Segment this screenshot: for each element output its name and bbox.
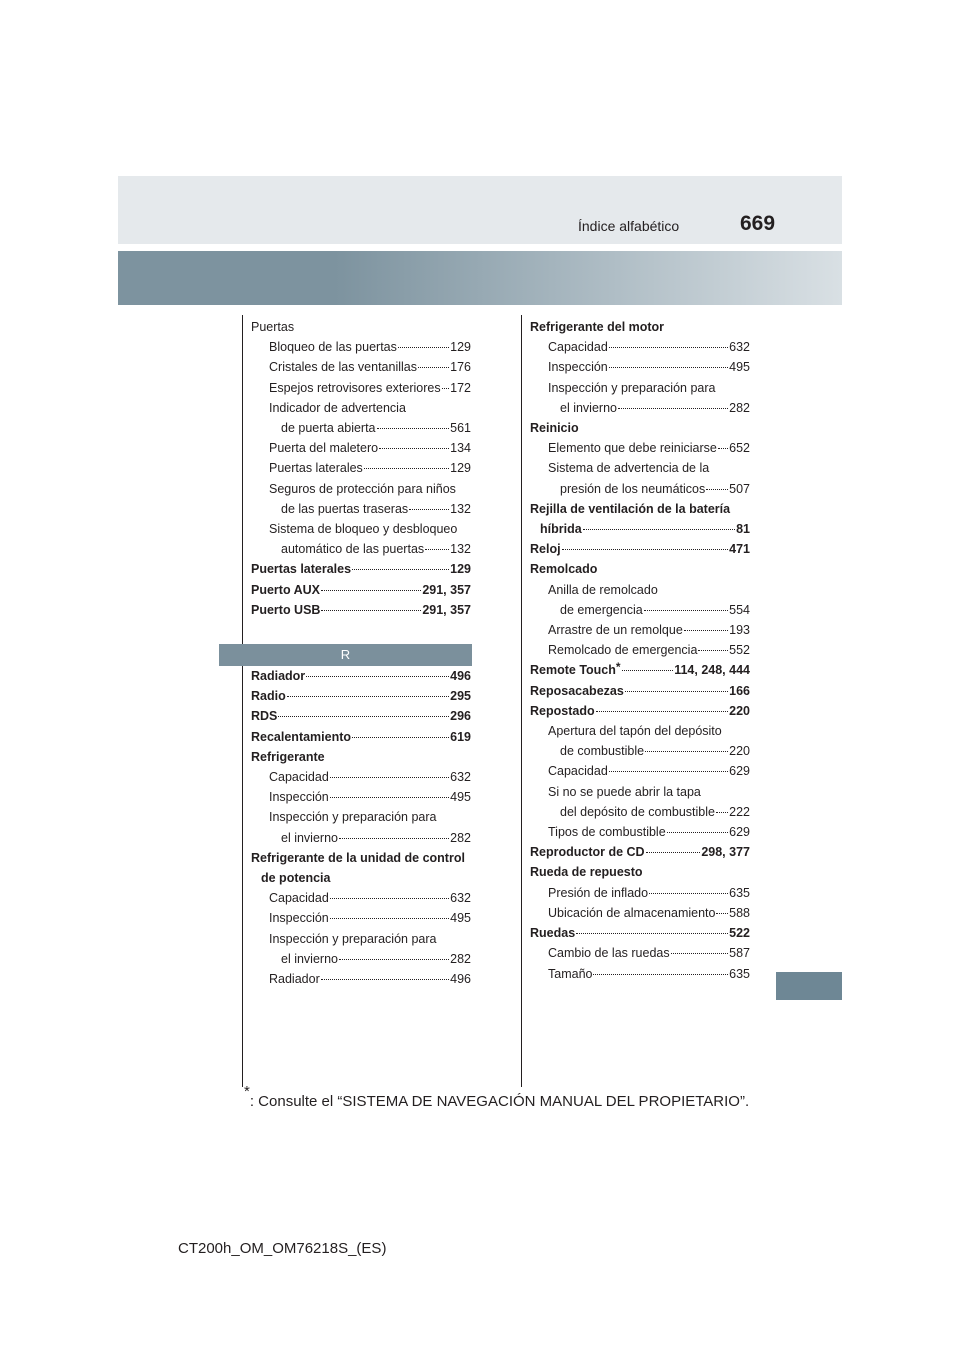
- index-entry-text: Recalentamiento: [251, 729, 352, 744]
- index-entry: [251, 357, 471, 377]
- index-entry-pages: 495: [450, 790, 471, 805]
- index-entry-label: [269, 787, 329, 807]
- index-entry-label: [269, 438, 378, 458]
- index-entry-text: Puertas laterales: [269, 461, 363, 476]
- index-entry-label: [269, 357, 417, 377]
- index-entry-label: [560, 741, 644, 761]
- index-entry-label: [269, 767, 329, 787]
- index-entry-text: Puerto USB: [251, 602, 321, 617]
- index-entry: [530, 701, 750, 721]
- index-entry-label: [560, 398, 617, 418]
- index-entry-label: [548, 822, 666, 842]
- index-entry: [530, 883, 750, 903]
- index-entry-label: [281, 418, 376, 438]
- index-entry-label: [560, 802, 715, 822]
- index-entry-text: de puerta abierta: [281, 421, 376, 436]
- index-entry-pages: 298, 377: [701, 845, 750, 860]
- index-entry: [251, 378, 471, 398]
- index-entry-pages: 552: [729, 643, 750, 658]
- index-entry-text: Cristales de las ventanillas: [269, 360, 417, 375]
- index-entry: [251, 580, 471, 600]
- index-entry-label: [548, 620, 683, 640]
- index-entry-text: Reposacabezas: [530, 683, 624, 698]
- index-entry-label: [560, 479, 705, 499]
- index-entry-pages: 166: [729, 683, 750, 698]
- index-entry-pages: 632: [450, 770, 471, 785]
- index-entry-label: [548, 964, 592, 984]
- index-heading: de potencia: [261, 871, 331, 886]
- index-entry-pages: 129: [450, 562, 471, 577]
- leader-dots: [339, 836, 449, 839]
- index-entry-label: [548, 761, 608, 781]
- index-entry: [530, 398, 750, 418]
- index-entry-text: Puerto AUX: [251, 582, 320, 597]
- leader-dots: [425, 547, 449, 550]
- index-entry: [251, 908, 471, 928]
- index-entry: [251, 458, 471, 478]
- index-entry-text: Inspección: [548, 360, 608, 375]
- index-entry-text: Capacidad: [548, 340, 608, 355]
- index-entry-label: [548, 640, 697, 660]
- index-heading: Inspección y preparación para: [548, 380, 716, 395]
- index-entry-text: Inspección: [269, 911, 329, 926]
- index-entry-text: Tamaño: [548, 966, 593, 981]
- footnote-text: : Consulte el “SISTEMA DE NAVEGACIÓN MANUAL DEL PROPIETARIO”.: [249, 1093, 750, 1110]
- index-entry-label: [269, 908, 329, 928]
- index-entry-pages: 496: [450, 669, 471, 683]
- index-entry-pages: 129: [450, 340, 471, 355]
- index-entry-pages: 587: [729, 946, 750, 961]
- leader-dots: [706, 487, 728, 490]
- index-entry-label: [281, 499, 408, 519]
- index-entry-label: [269, 458, 363, 478]
- leader-dots: [442, 386, 450, 389]
- leader-dots: [609, 769, 728, 772]
- index-entry-text: Repostado: [530, 703, 595, 718]
- index-entry: [251, 706, 471, 726]
- leader-dots: [684, 628, 728, 631]
- leader-dots: [278, 714, 449, 717]
- index-entry-text: Radiador: [251, 669, 306, 683]
- index-entry-label: [560, 600, 643, 620]
- index-entry-text: el invierno: [281, 951, 338, 966]
- index-entry: [530, 923, 750, 943]
- leader-dots: [398, 345, 449, 348]
- index-entry: [530, 741, 750, 761]
- index-entry-text: del depósito de combustible: [560, 804, 715, 819]
- header-band: [118, 176, 842, 244]
- index-entry-pages: 619: [450, 729, 471, 744]
- index-entry-pages: 629: [729, 825, 750, 840]
- index-entry-pages: 507: [729, 481, 750, 496]
- index-entry-text: Arrastre de un remolque: [548, 623, 683, 638]
- index-entry: [530, 519, 750, 539]
- index-entry: [251, 666, 471, 686]
- index-entry: [251, 888, 471, 908]
- index-heading: Anilla de remolcado: [548, 582, 658, 597]
- index-entry-pages: 282: [729, 400, 750, 415]
- index-entry: [530, 903, 750, 923]
- index-entry-label: [548, 357, 608, 377]
- leader-dots: [646, 850, 701, 853]
- index-entry-text: Ruedas: [530, 926, 576, 941]
- index-entry-pages: 282: [450, 830, 471, 845]
- index-entry-label: [281, 828, 338, 848]
- index-entry: [251, 600, 471, 620]
- index-entry: [530, 964, 750, 984]
- index-entry-label: [269, 378, 441, 398]
- index-entry-text: Remolcado de emergencia: [548, 643, 698, 658]
- leader-dots: [625, 689, 728, 692]
- index-heading: Rejilla de ventilación de la batería: [530, 501, 731, 516]
- index-entry-text: Bloqueo de las puertas: [269, 340, 397, 355]
- leader-dots: [321, 608, 421, 611]
- leader-dots: [609, 345, 728, 348]
- leader-dots: [306, 674, 449, 677]
- leader-dots: [576, 931, 728, 934]
- index-entry-pages: 291, 357: [422, 582, 471, 597]
- index-entry-pages: 172: [450, 380, 471, 395]
- index-heading: Puertas: [251, 320, 295, 334]
- index-entry-pages: 652: [729, 441, 750, 456]
- index-heading: Seguros de protección para niños: [269, 481, 456, 496]
- decorative-band: [118, 251, 842, 305]
- index-entry-label: [530, 660, 621, 680]
- leader-dots: [418, 365, 449, 368]
- leader-dots: [330, 795, 449, 798]
- leader-dots: [609, 365, 728, 368]
- chapter-tab: [776, 972, 842, 1000]
- index-entry-pages: 632: [729, 340, 750, 355]
- left-column-rule: [242, 315, 243, 1087]
- leader-dots: [716, 810, 728, 813]
- index-column-left-top: [251, 317, 471, 620]
- index-entry: [530, 822, 750, 842]
- index-entry: [530, 660, 750, 680]
- leader-dots: [596, 709, 729, 712]
- index-entry-text: de combustible: [560, 744, 645, 759]
- index-heading: Sistema de advertencia de la: [548, 461, 710, 476]
- leader-dots: [364, 466, 449, 469]
- middle-column-rule: [521, 315, 522, 1087]
- index-entry: [251, 727, 471, 747]
- section-title: Índice alfabético: [578, 218, 680, 234]
- index-entry-pages: 220: [729, 703, 750, 718]
- index-entry-text: RDS: [251, 709, 278, 724]
- leader-dots: [352, 735, 449, 738]
- index-entry-pages: 522: [729, 926, 750, 941]
- index-entry: [530, 802, 750, 822]
- index-entry-pages: 176: [450, 360, 471, 375]
- index-column-left-r: [251, 666, 471, 989]
- index-entry-text: Ubicación de almacenamiento: [548, 905, 716, 920]
- index-entry-text: Inspección: [269, 790, 329, 805]
- index-entry-text: Capacidad: [548, 764, 608, 779]
- leader-dots: [698, 648, 728, 651]
- index-entry-pages: 282: [450, 951, 471, 966]
- index-entry: [530, 479, 750, 499]
- index-entry-text: Elemento que debe reiniciarse: [548, 441, 717, 456]
- index-entry-text: presión de los neumáticos: [560, 481, 706, 496]
- index-entry-pages: 588: [729, 905, 750, 920]
- leader-dots: [649, 891, 728, 894]
- index-entry-text: Cambio de las ruedas: [548, 946, 670, 961]
- footnote-ref-marker: *: [615, 660, 621, 675]
- index-entry-label: [251, 580, 320, 600]
- index-entry-text: el invierno: [281, 830, 338, 845]
- index-entry-label: [548, 883, 648, 903]
- index-entry-pages: 296: [450, 709, 471, 724]
- index-entry-text: Puerta del maletero: [269, 441, 379, 456]
- index-entry: [251, 787, 471, 807]
- index-entry-label: [530, 923, 575, 943]
- leader-dots: [321, 977, 449, 980]
- index-entry-label: [269, 337, 397, 357]
- leader-dots: [593, 972, 728, 975]
- index-entry-pages: 129: [450, 461, 471, 476]
- index-entry-text: el invierno: [560, 400, 617, 415]
- index-entry-label: [530, 681, 624, 701]
- index-entry-label: [251, 559, 351, 579]
- index-entry-text: Remote Touch: [530, 663, 616, 678]
- index-entry-text: Reproductor de CD: [530, 845, 645, 860]
- index-heading: Refrigerante del motor: [530, 320, 665, 334]
- index-entry: [251, 418, 471, 438]
- index-entry: [530, 600, 750, 620]
- leader-dots: [379, 446, 449, 449]
- index-entry-pages: 114, 248, 444: [674, 663, 750, 678]
- index-heading: Refrigerante: [251, 749, 325, 764]
- index-entry-text: Tipos de combustible: [548, 825, 666, 840]
- leader-dots: [330, 896, 449, 899]
- index-entry-pages: 495: [729, 360, 750, 375]
- leader-dots: [330, 916, 449, 919]
- index-heading: Indicador de advertencia: [269, 400, 406, 415]
- index-entry-text: Espejos retrovisores exteriores: [269, 380, 441, 395]
- index-entry-label: [530, 539, 561, 559]
- index-entry-label: [251, 727, 351, 747]
- index-entry: [530, 539, 750, 559]
- index-entry-pages: 295: [450, 689, 471, 704]
- index-entry-label: [251, 600, 320, 620]
- index-heading: Inspección y preparación para: [269, 931, 437, 946]
- index-entry-text: Presión de inflado: [548, 885, 649, 900]
- index-entry-label: [530, 701, 595, 721]
- index-entry-pages: 471: [729, 542, 750, 557]
- index-entry-label: [548, 903, 715, 923]
- index-entry-label: [251, 686, 286, 706]
- index-entry: [251, 767, 471, 787]
- index-column-right: [530, 317, 750, 984]
- index-entry-pages: 132: [450, 501, 471, 516]
- index-heading: Si no se puede abrir la tapa: [548, 784, 701, 799]
- leader-dots: [287, 694, 449, 697]
- leader-dots: [583, 527, 735, 530]
- leader-dots: [321, 588, 421, 591]
- index-entry-text: de emergencia: [560, 602, 643, 617]
- index-entry: [530, 438, 750, 458]
- index-entry: [251, 539, 471, 559]
- index-entry: [530, 943, 750, 963]
- leader-dots: [716, 911, 728, 914]
- index-heading: Rueda de repuesto: [530, 865, 643, 880]
- section-letter-bar: R: [219, 644, 472, 666]
- index-entry: [251, 438, 471, 458]
- index-entry: [530, 357, 750, 377]
- index-heading: Sistema de bloqueo y desbloqueo: [269, 522, 458, 537]
- index-entry: [530, 337, 750, 357]
- index-entry-label: [548, 438, 717, 458]
- leader-dots: [618, 406, 728, 409]
- index-entry: [251, 337, 471, 357]
- index-entry-label: [281, 539, 424, 559]
- index-entry-pages: 635: [729, 885, 750, 900]
- index-entry-pages: 554: [729, 602, 750, 617]
- leader-dots: [330, 775, 449, 778]
- index-entry-text: híbrida: [540, 522, 582, 537]
- index-entry: [251, 969, 471, 989]
- leader-dots: [667, 830, 728, 833]
- index-entry-label: [530, 842, 645, 862]
- leader-dots: [622, 668, 674, 671]
- index-entry: [530, 761, 750, 781]
- index-entry: [251, 559, 471, 579]
- index-entry-pages: 561: [450, 421, 471, 436]
- index-entry-label: [548, 337, 608, 357]
- index-entry-pages: 81: [736, 522, 750, 537]
- index-entry-text: Radiador: [269, 972, 320, 987]
- index-heading: Refrigerante de la unidad de control: [251, 850, 465, 865]
- index-heading: Reinicio: [530, 421, 579, 436]
- leader-dots: [645, 749, 728, 752]
- index-entry-label: [251, 666, 305, 686]
- index-entry-pages: 629: [729, 764, 750, 779]
- index-entry-text: de las puertas traseras: [281, 501, 409, 516]
- index-entry-text: Capacidad: [269, 770, 329, 785]
- index-entry-label: [251, 706, 277, 726]
- index-entry: [530, 620, 750, 640]
- index-entry-label: [269, 969, 320, 989]
- document-code: CT200h_OM_OM76218S_(ES): [178, 1240, 387, 1257]
- leader-dots: [644, 608, 728, 611]
- leader-dots: [562, 547, 729, 550]
- index-heading: Apertura del tapón del depósito: [548, 724, 722, 739]
- index-entry: [530, 640, 750, 660]
- index-entry-pages: 495: [450, 911, 471, 926]
- index-entry-pages: 635: [729, 966, 750, 981]
- index-entry-label: [281, 949, 338, 969]
- index-entry-pages: 193: [729, 623, 750, 638]
- index-entry-label: [548, 943, 670, 963]
- index-entry-text: automático de las puertas: [281, 542, 425, 557]
- leader-dots: [352, 567, 449, 570]
- index-entry-label: [540, 519, 582, 539]
- index-entry: [251, 686, 471, 706]
- leader-dots: [377, 426, 450, 429]
- page-number: 669: [740, 212, 776, 235]
- index-entry-pages: 291, 357: [422, 602, 471, 617]
- index-entry: [530, 681, 750, 701]
- leader-dots: [718, 446, 728, 449]
- leader-dots: [409, 507, 449, 510]
- footnote: [244, 1083, 750, 1110]
- index-entry-text: Puertas laterales: [251, 562, 352, 577]
- index-entry-text: Radio: [251, 689, 286, 704]
- index-heading: Inspección y preparación para: [269, 810, 437, 825]
- index-entry: [251, 499, 471, 519]
- index-entry: [251, 828, 471, 848]
- index-entry: [530, 842, 750, 862]
- leader-dots: [339, 957, 449, 960]
- index-entry-pages: 220: [729, 744, 750, 759]
- index-entry: [251, 949, 471, 969]
- index-entry-label: [269, 888, 329, 908]
- index-entry-pages: 134: [450, 441, 471, 456]
- leader-dots: [671, 951, 729, 954]
- footnote-marker: *: [244, 1083, 250, 1100]
- index-entry-text: Capacidad: [269, 891, 329, 906]
- index-entry-pages: 496: [450, 972, 471, 987]
- index-entry-pages: 632: [450, 891, 471, 906]
- index-entry-pages: 222: [729, 804, 750, 819]
- index-entry-text: Reloj: [530, 542, 561, 557]
- index-heading: Remolcado: [530, 562, 598, 577]
- index-entry-pages: 132: [450, 542, 471, 557]
